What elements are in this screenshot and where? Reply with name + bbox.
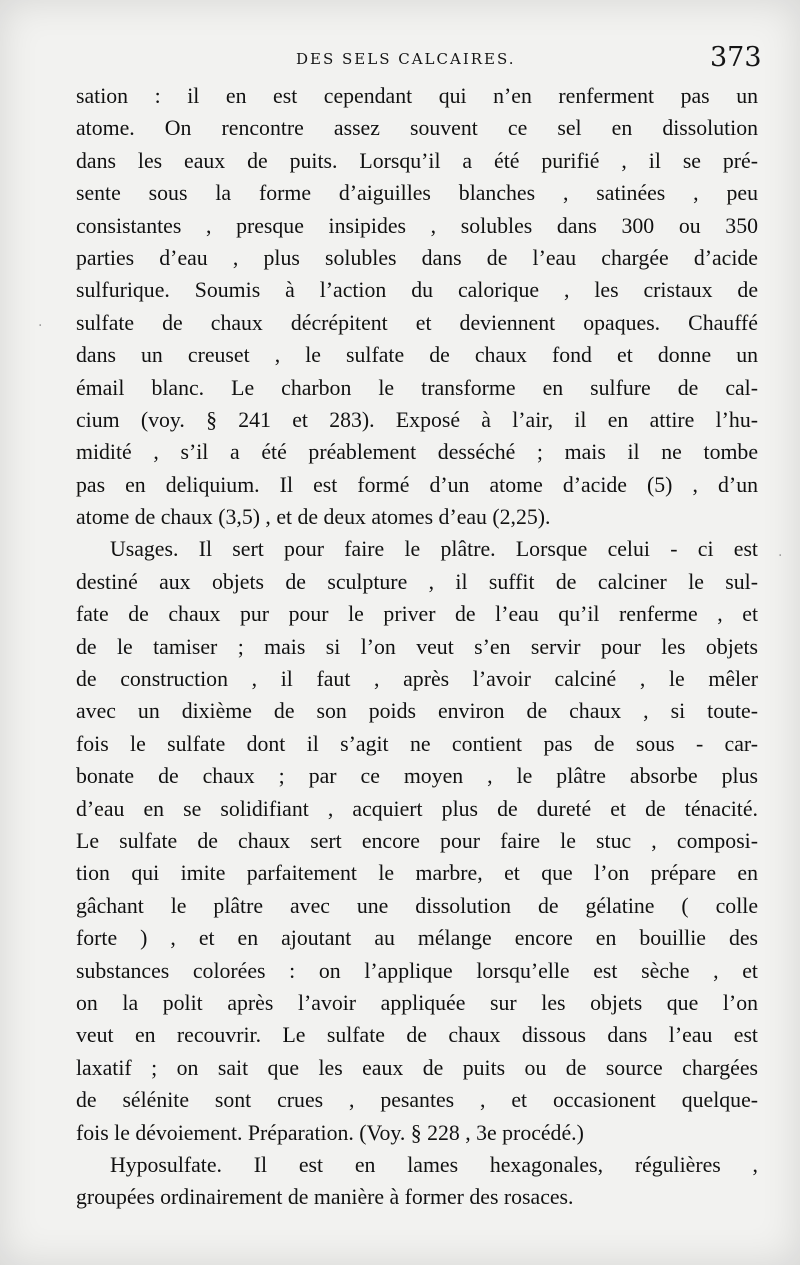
margin-speck: · [38,318,43,334]
text-line: substances colorées : on l’applique lorsqu’elle est sèche , et [76,958,758,983]
text-line: de le tamiser ; mais si l’on veut s’en servir pour les objets [76,634,758,659]
text-line: de construction , il faut , après l’avoir calciné , le mêler [76,667,758,692]
text-line: d’eau en se solidifiant , acquiert plus de dureté et de ténacité. [76,796,758,821]
text-line: émail blanc. Le charbon le transforme en sulfure de cal- [76,375,758,400]
text-line: sulfate de chaux décrépitent et deviennent opaques. Chauffé [76,310,758,335]
text-line: bonate de chaux ; par ce moyen , le plâtre absorbe plus [76,764,758,789]
text-line: atome. On rencontre assez souvent ce sel en dissolution [76,116,758,141]
text-line: veut en recouvrir. Le sulfate de chaux dissous dans l’eau est [76,1023,758,1048]
text-line: laxatif ; on sait que les eaux de puits ou de source chargées [76,1055,758,1080]
text-line: consistantes , presque insipides , solubles dans 300 ou 350 [76,213,758,238]
text-line: sation : il en est cependant qui n’en renferment pas un [76,84,758,108]
running-title: DES SELS CALCAIRES. [296,50,516,68]
text-line: parties d’eau , plus solubles dans de l’eau chargée d’acide [76,245,758,270]
page-header [0,42,800,82]
text-line: sente sous la forme d’aiguilles blanches , satinées , peu [76,181,758,206]
text-line: avec un dixième de son poids environ de chaux , si toute- [76,699,758,724]
text-line: pas en deliquium. Il est formé d’un atome d’acide (5) , d’un [76,472,758,497]
text-line: fate de chaux pur pour le priver de l’eau qu’il renferme , et [76,602,758,627]
text-line: forte ) , et en ajoutant au mélange encore en bouillie des [76,926,758,951]
text-line: dans un creuset , le sulfate de chaux fond et donne un [76,343,758,368]
text-line: midité , s’il a été préablement desséché ; mais il ne tombe [76,440,758,465]
text-line: Le sulfate de chaux sert encore pour faire le stuc , composi- [76,828,758,853]
text-line: sulfurique. Soumis à l’action du calorique , les cristaux de [76,278,758,303]
text-line: cium (voy. § 241 et 283). Exposé à l’air, il en attire l’hu- [76,407,758,432]
text-line: gâchant le plâtre avec une dissolution de gélatine ( colle [76,893,758,918]
text-line: tion qui imite parfaitement le marbre, et que l’on prépare en [76,861,758,886]
text-line: groupées ordinairement de manière à former des rosaces. [76,1185,574,1210]
text-line: de sélénite sont crues , pesantes , et occasionent quelque- [76,1088,758,1113]
margin-speck: · [778,548,783,564]
text-line: fois le sulfate dont il s’agit ne contient pas de sous - car- [76,731,758,756]
text-line: dans les eaux de puits. Lorsqu’il a été purifié , il se pré- [76,148,758,173]
text-line: on la polit après l’avoir appliquée sur les objets que l’on [76,990,758,1015]
text-line: destiné aux objets de sculpture , il suffit de calciner le sul- [76,569,758,594]
body-text [76,80,758,1214]
text-line: fois le dévoiement. Préparation. (Voy. § 228 , 3e procédé.) [76,1120,584,1145]
page-number: 373 [710,42,762,73]
paragraph-start-line: Usages. Il sert pour faire le plâtre. Lorsque celui - ci est [110,537,758,562]
paragraph-start-line: Hyposulfate. Il est en lames hexagonales, régulières , [110,1152,758,1177]
text-line: atome de chaux (3,5) , et de deux atomes d’eau (2,25). [76,505,551,530]
